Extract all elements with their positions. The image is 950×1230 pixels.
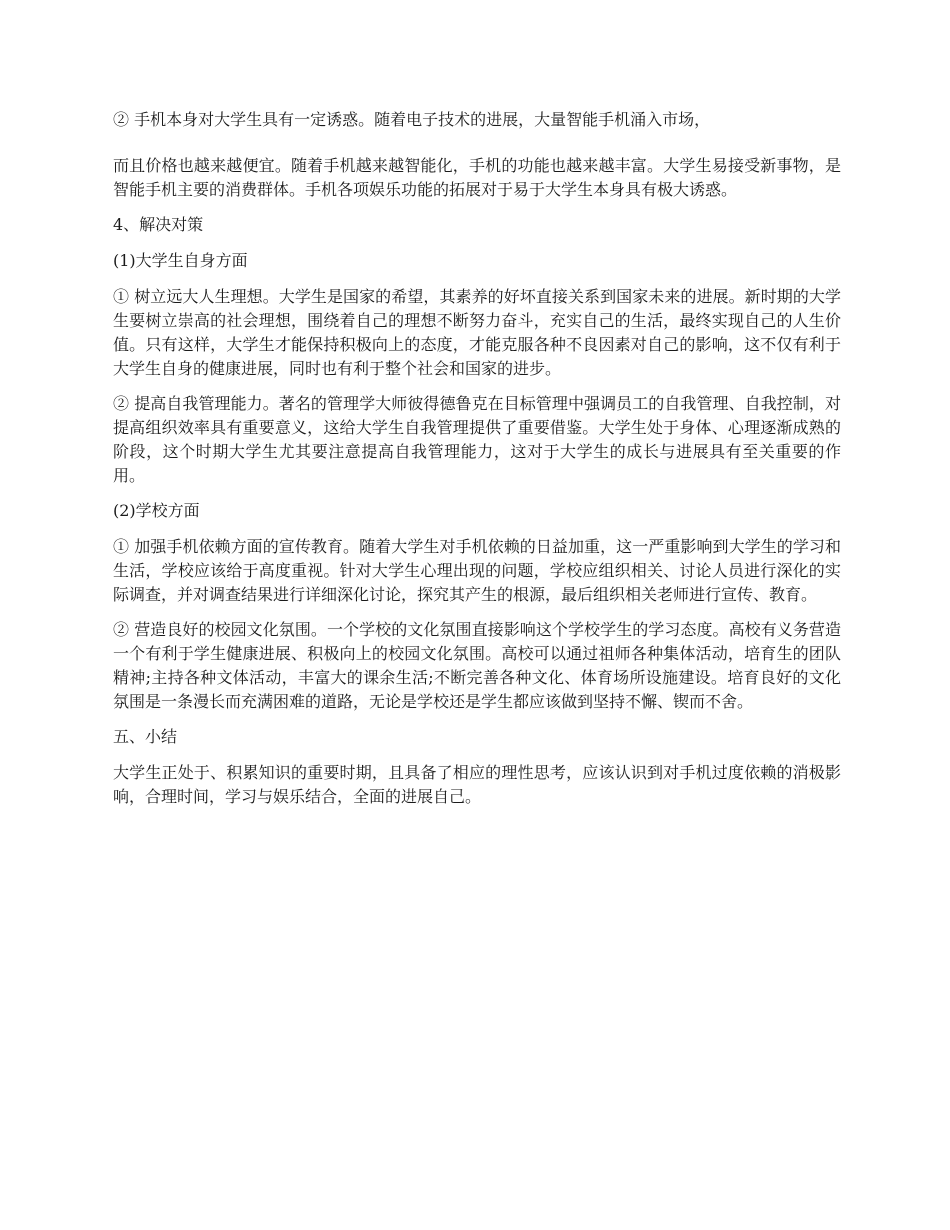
subheading-school: (2)学校方面	[113, 501, 200, 520]
paragraph-summary: 大学生正处于、积累知识的重要时期，且具备了相应的理性思考，应该认识到对手机过度依赖的消极影响，合理时间，学习与娱乐结合，全面的进展自己。	[113, 763, 841, 806]
paragraph-self-management: ② 提高自我管理能力。著名的管理学大师彼得德鲁克在目标管理中强调员工的自我管理、自我控制，对提高组织效率具有重要意义，这给大学生自我管理提供了重要借鉴。大学生处于身体、心理逐渐成熟的阶段，这个时期大学生尤其要注意提高自我管理能力，这对于大学生的成长与进展具有至关重要的作用。	[113, 394, 841, 485]
paragraph-phone-temptation: ② 手机本身对大学生具有一定诱惑。随着电子技术的进展，大量智能手机涌入市场，	[113, 110, 711, 129]
document-body	[113, 108, 841, 820]
subheading-students: (1)大学生自身方面	[113, 251, 248, 270]
paragraph-education: ① 加强手机依赖方面的宣传教育。随着大学生对手机依赖的日益加重，这一严重影响到大学生的学习和生活，学校应该给于高度重视。针对大学生心理出现的问题，学校应组织相关、讨论人员进行深化的实际调查，并对调查结果进行详细深化讨论，探究其产生的根源，最后组织相关老师进行宣传、教育。	[113, 537, 841, 604]
heading-summary: 五、小结	[113, 727, 178, 746]
paragraph-smartphone-price: 而且价格也越来越便宜。随着手机越来越智能化，手机的功能也越来越丰富。大学生易接受新事物，是智能手机主要的消费群体。手机各项娱乐功能的拓展对于易于大学生本身具有极大诱惑。	[113, 156, 841, 199]
paragraph-campus-culture: ② 营造良好的校园文化氛围。一个学校的文化氛围直接影响这个学校学生的学习态度。高校有义务营造一个有利于学生健康进展、积极向上的校园文化氛围。高校可以通过祖师各种集体活动，培育生的团队精神;主持各种文体活动，丰富大的课余生活;不断完善各种文化、体育场所设施建设。培育良好的文化氛围是一条漫长而充满困难的道路，无论是学校还是学生都应该做到坚持不懈、锲而不舍。	[113, 620, 841, 711]
heading-solutions: 4、解决对策	[113, 215, 204, 234]
paragraph-life-ideal: ① 树立远大人生理想。大学生是国家的希望，其素养的好坏直接关系到国家未来的进展。新时期的大学生要树立崇高的社会理想，围绕着自己的理想不断努力奋斗，充实自己的生活，最终实现自己的人生价值。只有这样，大学生才能保持积极向上的态度，才能克服各种不良因素对自己的影响，这不仅有利于大学生自身的健康进展，同时也有利于整个社会和国家的进步。	[113, 287, 841, 378]
